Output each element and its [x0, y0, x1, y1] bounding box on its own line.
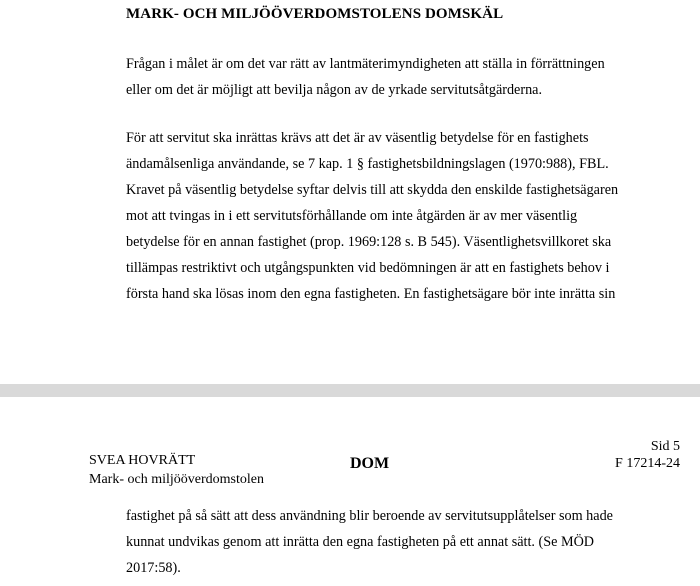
- paragraph-question: [126, 51, 646, 103]
- paragraph-servitude: [126, 125, 646, 307]
- text-line: kunnat undvikas genom att inrätta den egna fastigheten på ett annat sätt. (Se MÖD: [126, 534, 595, 550]
- page-number: Sid 5: [650, 439, 680, 454]
- text-line: betydelse för en annan fastighet (prop. 1969:128 s. B 545). Väsentlighetsvillkoret ska: [126, 234, 612, 250]
- court-name: SVEA HOVRÄTT: [89, 453, 196, 468]
- text-line: 2017:58).: [126, 560, 181, 576]
- text-line: ändamålsenliga användande, se 7 kap. 1 § fastighetsbildningslagen (1970:988), FBL.: [126, 156, 609, 172]
- document-type: DOM: [350, 455, 390, 472]
- text-line: Frågan i målet är om det var rätt av lantmäterimyndigheten att ställa in förrättningen: [126, 56, 605, 72]
- document-page-lower: [0, 397, 700, 586]
- text-line: Kravet på väsentlig betydelse syftar delvis till att skydda den enskilde fastighetsägaren: [126, 182, 619, 198]
- case-number: F 17214-24: [615, 456, 680, 471]
- page-separator: [0, 384, 700, 397]
- text-line: mot att tvingas in i ett servitutsförhållande om inte åtgärden är av mer väsentlig: [126, 208, 578, 224]
- text-line: första hand ska lösas inom den egna fastigheten. En fastighetsägare bör inte inrätta sin: [126, 286, 616, 302]
- text-line: fastighet på så sätt att dess användning blir beroende av servitutsupplåtelser som hade: [126, 508, 613, 524]
- paragraph-continuation: [126, 503, 646, 581]
- text-line: tillämpas restriktivt och utgångspunkten vid bedömningen är att en fastighets behov i: [126, 260, 610, 276]
- court-department: Mark- och miljööverdomstolen: [89, 472, 264, 487]
- text-line: För att servitut ska inrättas krävs att det är av väsentlig betydelse för en fastighets: [126, 130, 589, 146]
- text-line: eller om det är möjligt att bevilja någon av de yrkade servitutsåtgärderna.: [126, 82, 543, 98]
- section-heading: MARK- OCH MILJÖÖVERDOMSTOLENS DOMSKÄL: [126, 6, 504, 22]
